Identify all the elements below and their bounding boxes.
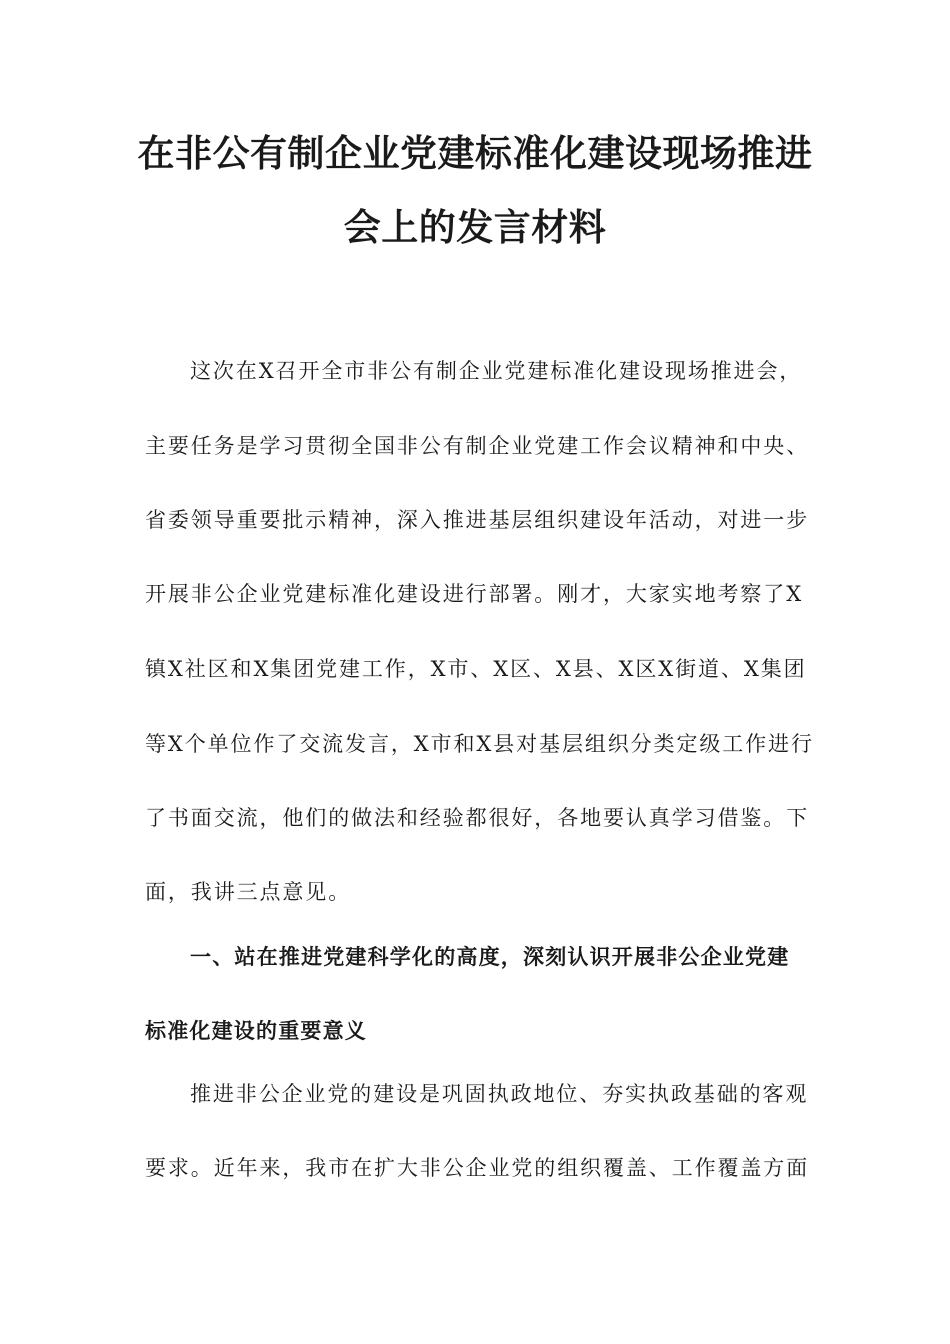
paragraph-2-line-2: 要求。近年来，我市在扩大非公企业党的组织覆盖、工作覆盖方面 <box>145 1156 810 1180</box>
paragraph-1-line-5: 镇X社区和X集团党建工作，X市、X区、X县、X区X街道、X集团 <box>145 657 807 681</box>
paragraph-1-line-2: 主要任务是学习贯彻全国非公有制企业党建工作会议精神和中央、 <box>145 434 810 458</box>
paragraph-1-line-1: 这次在X召开全市非公有制企业党建标准化建设现场推进会， <box>190 359 803 383</box>
paragraph-1-line-6: 等X个单位作了交流发言，X市和X县对基层组织分类定级工作进行 <box>145 732 814 756</box>
document-title-line-1: 在非公有制企业党建标准化建设现场推进 <box>137 132 813 175</box>
paragraph-2-line-1: 推进非公企业党的建设是巩固执政地位、夯实执政基础的客观 <box>190 1082 809 1106</box>
document-title-line-2: 会上的发言材料 <box>343 206 607 249</box>
paragraph-1-line-4: 开展非公企业党建标准化建设进行部署。刚才，大家实地考察了X <box>145 582 804 606</box>
paragraph-1-line-8: 面，我讲三点意见。 <box>145 880 352 904</box>
section-heading-1-line-2: 标准化建设的重要意义 <box>145 1019 367 1043</box>
paragraph-1-line-3: 省委领导重要批示精神，深入推进基层组织建设年活动，对进一步 <box>145 508 810 532</box>
section-heading-1-line-1: 一、站在推进党建科学化的高度，深刻认识开展非公企业党建 <box>190 945 790 969</box>
paragraph-1-line-7: 了书面交流，他们的做法和经验都很好，各地要认真学习借鉴。下 <box>145 806 810 830</box>
